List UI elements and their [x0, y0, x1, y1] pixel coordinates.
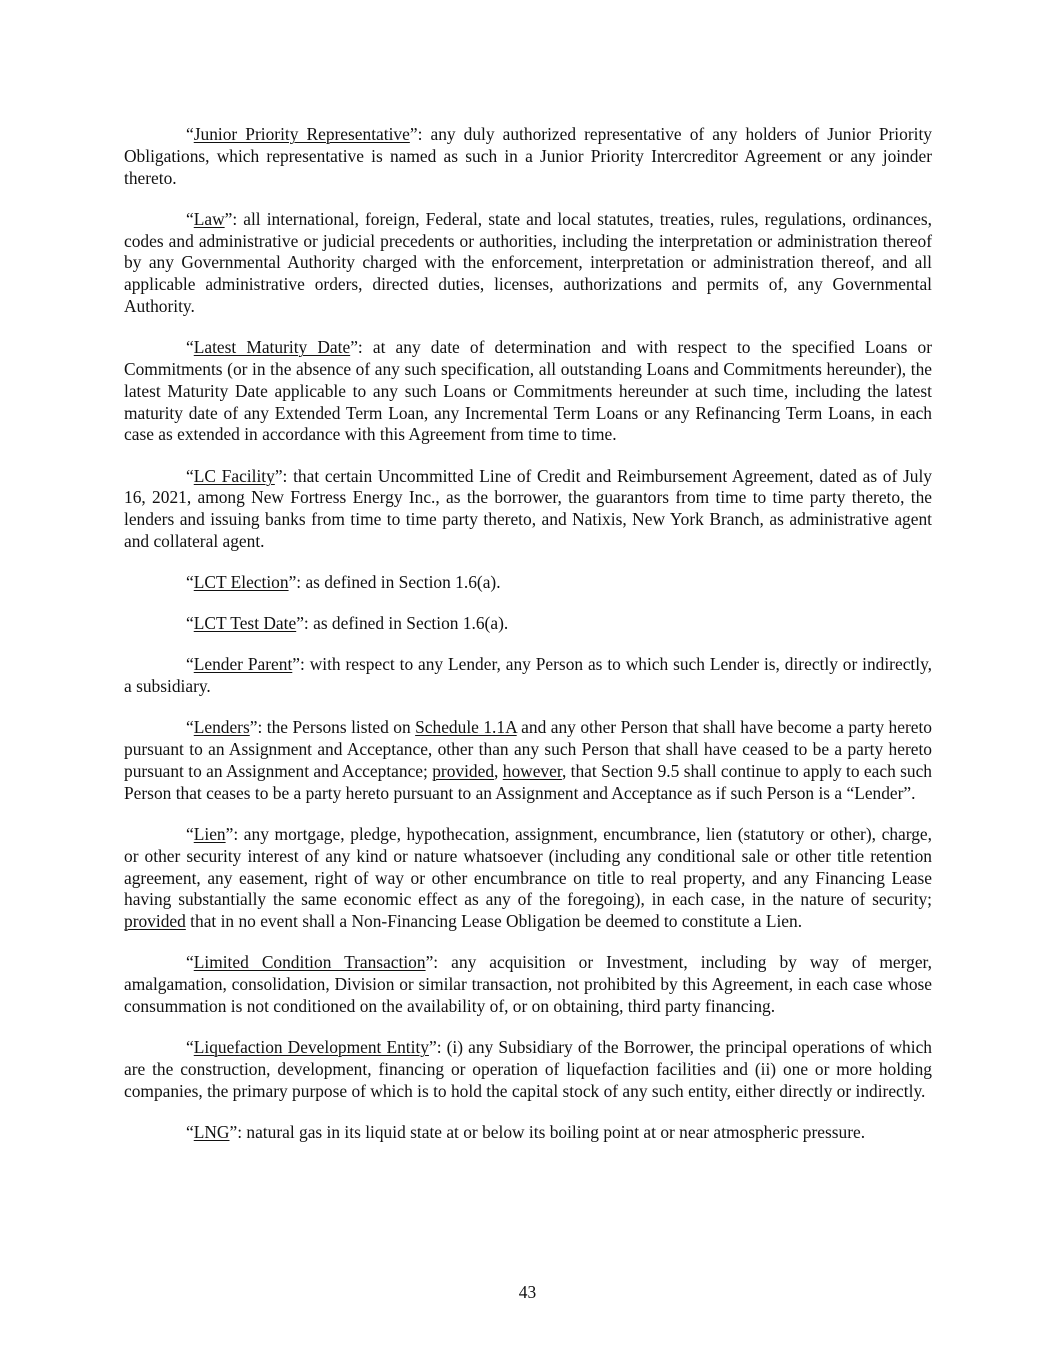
page-number: 43	[518, 1282, 537, 1302]
provided-qualifier: provided	[432, 761, 495, 782]
defined-term: Law	[193, 208, 225, 229]
open-quote: “	[186, 337, 194, 358]
definition-liquefaction-development-entity	[124, 1037, 932, 1102]
open-quote: “	[186, 465, 194, 486]
open-quote: “	[186, 952, 194, 973]
defined-term: Liquefaction Development Entity	[193, 1037, 429, 1058]
definition-text: ”: as defined in Section 1.6(a).	[288, 572, 501, 593]
defined-term: Limited Condition Transaction	[193, 952, 426, 973]
open-quote: “	[186, 1037, 194, 1058]
definition-lct-test-date	[124, 613, 932, 635]
defined-term: Latest Maturity Date	[193, 337, 351, 358]
open-quote: “	[186, 572, 194, 593]
definition-text: ”: any mortgage, pledge, hypothecation, assignment, encumbrance, lien (statutory or other), charge, or other security interest of any kind or nature whatsoever (including any conditional sale or other title retention agreement, any easement, right of way or other encumbrance on title to real property, and any Financing Lease having substantially the same economic effect as any of the foregoing), in each case, in the nature of security;	[124, 824, 932, 910]
open-quote: “	[186, 613, 194, 634]
definition-limited-condition-transaction	[124, 952, 932, 1017]
defined-term: Lender Parent	[193, 654, 293, 675]
definition-latest-maturity-date	[124, 337, 932, 446]
defined-term: LNG	[193, 1121, 230, 1142]
defined-term: LCT Election	[193, 572, 289, 593]
definition-text: that in no event shall a Non-Financing Lease Obligation be deemed to constitute a Lien.	[185, 911, 803, 932]
open-quote: “	[186, 654, 194, 675]
schedule-reference: Schedule 1.1A	[415, 717, 517, 738]
definition-text: ”: as defined in Section 1.6(a).	[296, 613, 509, 634]
defined-term: Lien	[193, 824, 226, 845]
open-quote: “	[186, 208, 194, 229]
definition-text: ,	[494, 761, 503, 782]
definition-lng	[124, 1122, 932, 1144]
open-quote: “	[186, 1121, 194, 1142]
document-page	[124, 124, 932, 1163]
definition-text: ”: any duly authorized representative of any holders of Junior Priority Obligations, which representative is named as such in a Junior Priority Intercreditor Agreement or any joinder thereto.	[124, 124, 932, 188]
definition-lct-election	[124, 572, 932, 594]
definition-text: ”: natural gas in its liquid state at or below its boiling point at or near atmospheric pressure.	[229, 1121, 866, 1142]
definition-text: ”: any acquisition or Investment, including by way of merger, amalgamation, consolidation, Division or similar transaction, not prohibited by this Agreement, in each case whose consummation is not conditioned on the availability of, or on obtaining, third party financing.	[124, 952, 932, 1017]
defined-term: Junior Priority Representative	[193, 124, 410, 144]
definition-lc-facility	[124, 466, 932, 553]
provided-qualifier: provided	[124, 911, 186, 932]
open-quote: “	[186, 124, 194, 144]
definition-junior-priority-representative	[124, 124, 932, 189]
open-quote: “	[186, 824, 194, 845]
definition-text: ”: the Persons listed on	[249, 717, 416, 738]
definition-text: ”: that certain Uncommitted Line of Credit and Reimbursement Agreement, dated as of July 16, 2021, among New Fortress Energy Inc., as the borrower, the guarantors from time to time party thereto, the lenders and issuing banks from time to time party thereto, and Natixis, New York Branch, as administrative agent and collateral agent.	[124, 465, 933, 551]
definition-lien	[124, 824, 932, 933]
definition-lenders	[124, 717, 932, 804]
open-quote: “	[186, 717, 194, 738]
defined-term: Lenders	[193, 717, 250, 738]
defined-term: LCT Test Date	[193, 613, 297, 634]
defined-term: LC Facility	[193, 465, 275, 486]
definition-text: ”: with respect to any Lender, any Person as to which such Lender is, directly or indirectly, a subsidiary.	[124, 654, 932, 697]
definition-text: ”: (i) any Subsidiary of the Borrower, the principal operations of which are the construction, development, financing or operation of liquefaction facilities and (ii) one or more holding companies, the primary purpose of which is to hold the capital stock of any such entity, either directly or indirectly.	[124, 1037, 932, 1101]
definition-lender-parent	[124, 654, 932, 698]
definition-text: and any other Person that shall have become a party hereto pursuant to an Assignment and Acceptance, other than any such Person that shall have ceased to be a party hereto pursuant to an Assignment and Acceptance;	[124, 717, 933, 782]
definition-law	[124, 209, 932, 318]
definition-text: ”: all international, foreign, Federal, state and local statutes, treaties, rules, regulations, ordinances, codes and administrative or judicial precedents or authorities, including the interpretation or administration thereof by any Governmental Authority charged with the enforcement, interpretation or administration thereof, and all applicable administrative orders, directed duties, licenses, authorizations and permits of, any Governmental Authority.	[124, 208, 932, 316]
definition-text: ”: at any date of determination and with respect to the specified Loans or Commitments (or in the absence of any such specification, all outstanding Loans and Commitments hereunder), the latest Maturity Date applicable to any such Loans or Commitments hereunder at such time, including the latest maturity date of any Extended Term Loan, any Incremental Term Loans or any Refinancing Term Loans, in each case as extended in accordance with this Agreement from time to time.	[124, 337, 933, 445]
however-qualifier: however	[502, 761, 562, 782]
definition-text: , that Section 9.5 shall continue to apply to each such Person that ceases to be a party hereto pursuant to an Assignment and Acceptance as if such Person is a “Lender”.	[124, 761, 933, 803]
